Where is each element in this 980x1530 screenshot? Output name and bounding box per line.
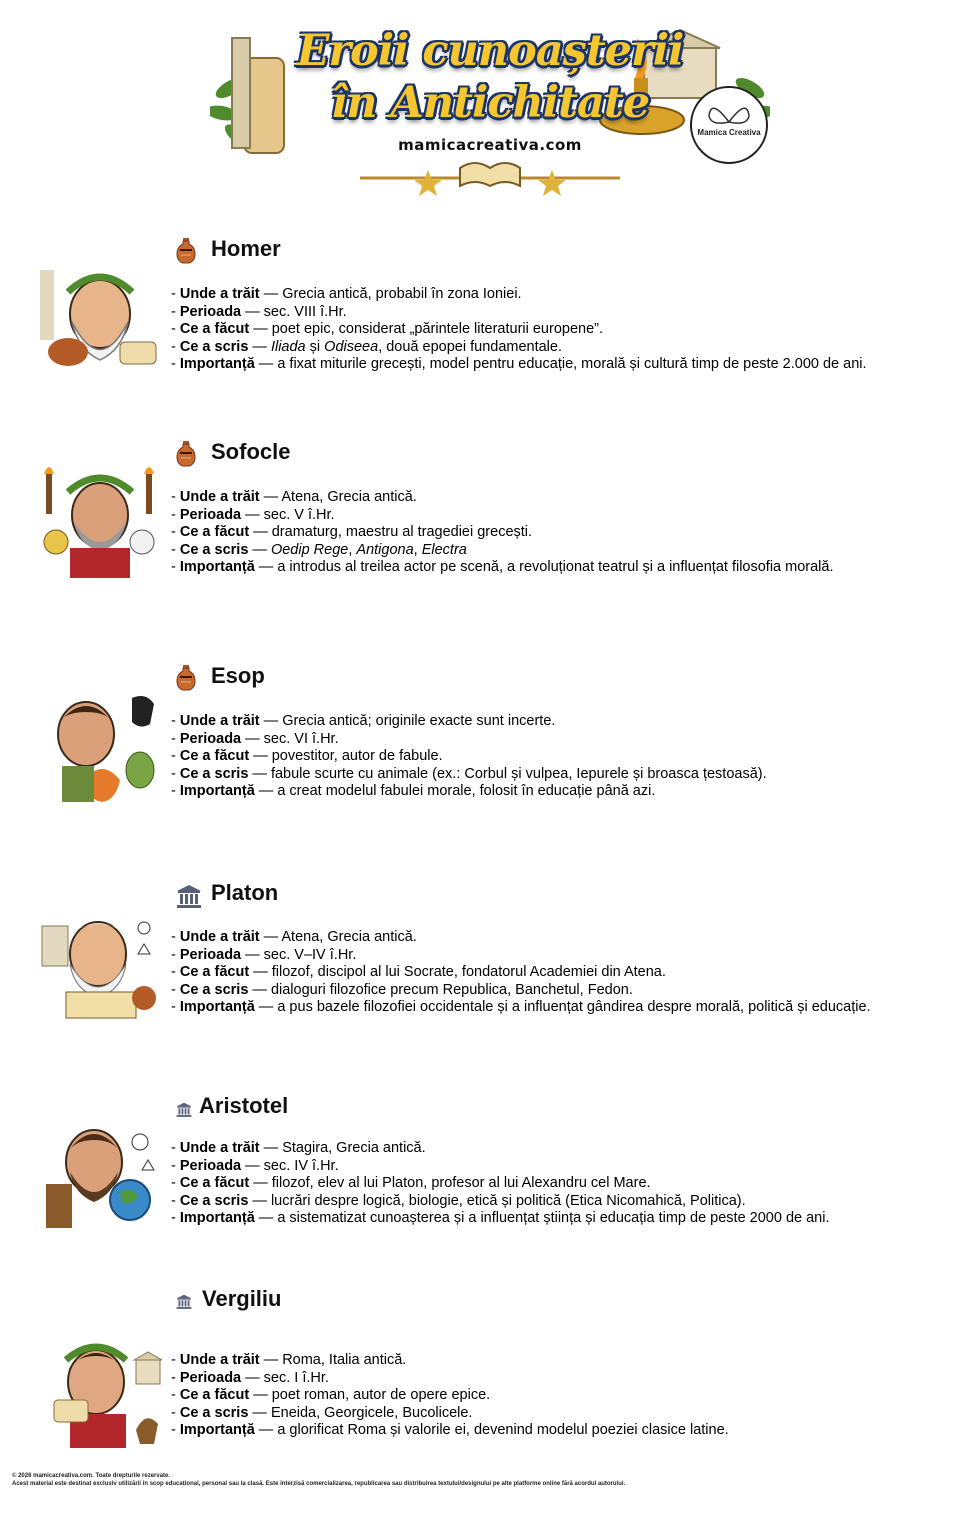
fact-importance: - Importanță — a fixat miturile grecești, model pentru educație, morală și cultură timp de peste 2.000 de ani. — [171, 356, 867, 373]
amphora-icon — [176, 665, 196, 691]
fact-list — [171, 489, 833, 577]
fact-lived: - Unde a trăit — Atena, Grecia antică. — [171, 929, 417, 945]
hero-name: Sofocle — [211, 439, 291, 464]
aristotel-portrait — [40, 1114, 162, 1236]
fact-lived: - Unde a trăit — Atena, Grecia antică. — [171, 489, 417, 505]
fact-did: - Ce a făcut — povestitor, autor de fabule. — [171, 748, 443, 765]
fact-did: - Ce a făcut — dramaturg, maestru al tragediei grecești. — [171, 524, 533, 541]
fact-list — [171, 713, 767, 801]
fact-did: - Ce a făcut — filozof, elev al lui Platon, profesor al lui Alexandru cel Mare. — [171, 1175, 651, 1192]
fact-period: - Perioada — sec. VI î.Hr. — [171, 730, 339, 747]
copyright-line: © 2026 mamicacreativa.com. Toate drepturile rezervate. — [12, 1473, 171, 1479]
fact-did: - Ce a făcut — poet roman, autor de opere epice. — [171, 1387, 491, 1404]
fact-wrote: - Ce a scris — Oedip Rege, Antigona, Electra — [171, 541, 467, 558]
fact-importance: - Importanță — a glorificat Roma și valorile ei, devenind modelul poeziei clasice latine. — [171, 1422, 729, 1439]
esop-portrait — [40, 684, 162, 806]
brand-badge-text: Mamica Creativa — [697, 128, 761, 137]
fact-importance: - Importanță — a sistematizat cunoașterea și a influențat știința și educația timp de peste 2000 de ani. — [171, 1210, 830, 1227]
fact-wrote: - Ce a scris — Eneida, Georgicele, Bucolicele. — [171, 1404, 473, 1421]
fact-wrote: - Ce a scris — fabule scurte cu animale (ex.: Corbul și vulpea, Iepurele și broasca țestoasă). — [171, 765, 767, 782]
fact-importance: - Importanță — a introdus al treilea actor pe scenă, a revoluționat teatrul și a influențat filosofia morală. — [171, 559, 834, 576]
footer — [12, 1473, 625, 1488]
temple-icon — [176, 1294, 192, 1309]
temple-icon — [176, 1102, 192, 1117]
fact-did: - Ce a făcut — poet epic, considerat „părintele literaturii europene”. — [171, 321, 604, 338]
hero-name: Aristotel — [199, 1093, 289, 1118]
fact-list — [171, 1352, 729, 1440]
fact-lived: - Unde a trăit — Stagira, Grecia antică. — [171, 1140, 426, 1156]
fact-list — [171, 286, 867, 374]
banner-title-line1: Eroii cunoașterii — [296, 26, 684, 76]
fact-wrote: - Ce a scris — lucrări despre logică, biologie, etică și politică (Etica Nicomahică, Politica). — [171, 1192, 746, 1209]
fact-wrote: - Ce a scris — Iliada și Odiseea, două epopei fundamentale. — [171, 338, 563, 355]
fact-wrote: - Ce a scris — dialoguri filozofice precum Republica, Banchetul, Fedon. — [171, 981, 633, 998]
fact-importance: - Importanță — a creat modelul fabulei morale, folosit în educație până azi. — [171, 783, 656, 800]
fact-period: - Perioada — sec. V î.Hr. — [171, 506, 335, 523]
fact-list — [171, 929, 871, 1017]
hero-name: Esop — [211, 663, 265, 688]
vergiliu-portrait — [40, 1330, 162, 1452]
fact-period: - Perioada — sec. I î.Hr. — [171, 1369, 329, 1386]
fact-period: - Perioada — sec. IV î.Hr. — [171, 1157, 339, 1174]
fact-lived: - Unde a trăit — Grecia antică, probabil în zona Ioniei. — [171, 286, 522, 302]
brand-badge — [690, 86, 768, 164]
fact-lived: - Unde a trăit — Roma, Italia antică. — [171, 1352, 407, 1368]
amphora-icon — [176, 238, 196, 264]
title-banner — [210, 18, 770, 198]
hero-name: Platon — [211, 880, 279, 905]
sofocle-portrait — [40, 460, 162, 582]
fact-period: - Perioada — sec. VIII î.Hr. — [171, 303, 347, 320]
fact-importance: - Importanță — a pus bazele filozofiei occidentale și a influențat gândirea despre morală, politică și educație. — [171, 999, 871, 1016]
platon-portrait — [40, 902, 162, 1024]
usage-notice: Acest material este destinat exclusiv utilizării în scop educațional, personal sau la clasă. Este interzisă comercializarea, republicarea sau distribuirea textului/designului pe alte platforme online fără acordul autorului. — [12, 1480, 626, 1487]
temple-icon — [176, 884, 202, 908]
banner-title-line2: în Antichitate — [330, 78, 650, 128]
hero-name: Vergiliu — [202, 1286, 282, 1311]
website-label: mamicacreativa.com — [398, 136, 582, 154]
amphora-icon — [176, 441, 196, 467]
fact-list — [171, 1140, 829, 1228]
fact-did: - Ce a făcut — filozof, discipol al lui Socrate, fondatorul Academiei din Atena. — [171, 964, 666, 981]
fact-period: - Perioada — sec. V–IV î.Hr. — [171, 946, 357, 963]
homer-portrait — [40, 252, 162, 374]
butterfly-icon — [692, 92, 766, 132]
hero-name: Homer — [211, 236, 281, 261]
fact-lived: - Unde a trăit — Grecia antică; originile exacte sunt incerte. — [171, 713, 556, 729]
